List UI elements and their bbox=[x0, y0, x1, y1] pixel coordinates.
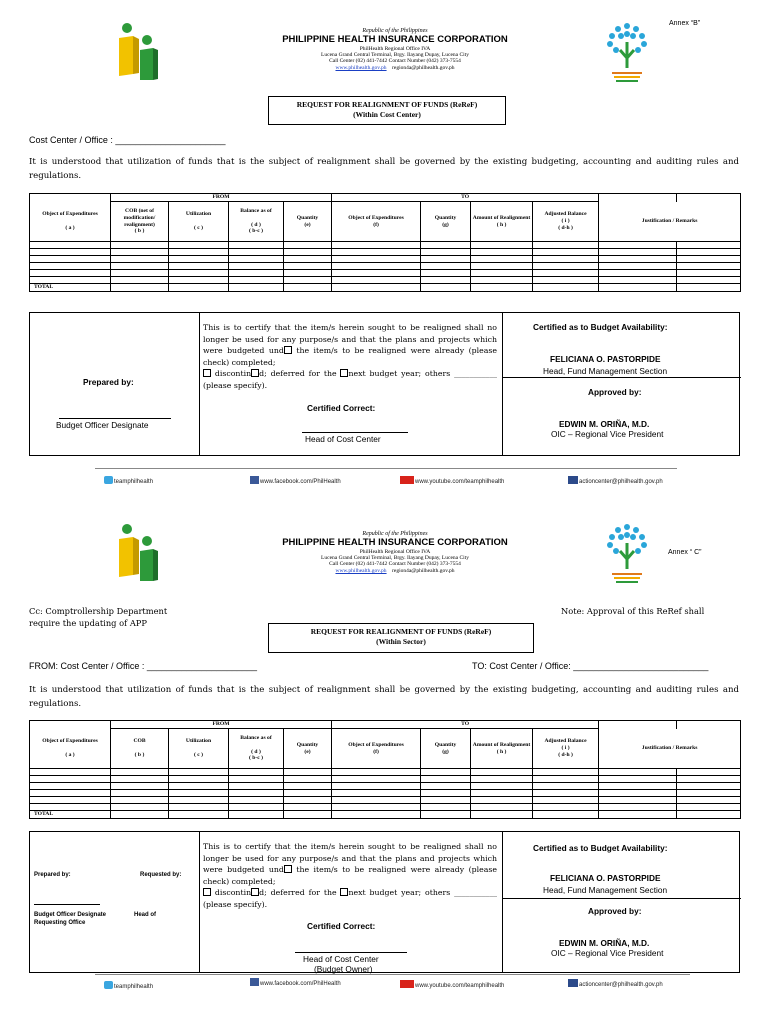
footer-facebook[interactable]: www.facebook.com/PhilHealth bbox=[250, 978, 341, 987]
approval-note: Note: Approval of this ReRef shall bbox=[561, 606, 705, 616]
budget-officer-designate: Budget Officer Designate bbox=[56, 420, 149, 430]
col-justification: Justification / Remarks bbox=[599, 202, 741, 242]
approved-by-label: Approved by: bbox=[588, 906, 642, 916]
budget-officer-designate: Budget Officer Designate bbox=[34, 912, 107, 918]
certified-correct-label: Certified Correct: bbox=[307, 403, 376, 413]
officer1-title: Head, Fund Management Section bbox=[543, 366, 668, 376]
cc-line-2: require the updating of APP bbox=[29, 618, 147, 628]
letterhead bbox=[230, 28, 560, 71]
col-quantity-to: Quantity (g) bbox=[421, 729, 471, 769]
col-cob: COB ( b ) bbox=[111, 729, 169, 769]
form-subtitle: (Within Cost Center) bbox=[353, 110, 421, 120]
republic-line: Republic of the Philippines bbox=[362, 28, 428, 34]
corporation-name: PHILIPPINE HEALTH INSURANCE CORPORATION bbox=[282, 536, 508, 548]
table-cell bbox=[30, 263, 111, 270]
from-blank bbox=[30, 194, 111, 202]
head-of-label: Head of bbox=[134, 912, 157, 918]
checkbox-icon[interactable] bbox=[251, 888, 259, 896]
table-cell bbox=[30, 790, 111, 797]
from-cost-center-field[interactable]: FROM: Cost Center / Office : ______________________ bbox=[29, 661, 257, 671]
table-cell bbox=[30, 776, 111, 783]
col-utilization: Utilization ( c ) bbox=[169, 729, 229, 769]
col-justification: Justification / Remarks bbox=[599, 729, 741, 769]
phone-line: Call Center (02) 441-7442 Contact Number (042) 373-7554 bbox=[329, 561, 461, 568]
table-cell bbox=[30, 797, 111, 804]
to-header: TO bbox=[332, 721, 599, 729]
col-quantity: Quantity (e) bbox=[284, 202, 332, 242]
footer-email[interactable]: actioncenter@philhealth.gov.ph bbox=[568, 979, 663, 988]
adj-blank bbox=[599, 721, 677, 729]
col-quantity-to: Quantity (g) bbox=[421, 202, 471, 242]
health-tree-logo-icon bbox=[602, 521, 652, 591]
officer2-title: OIC – Regional Vice President bbox=[551, 948, 664, 958]
annex-label: Annex “B” bbox=[669, 20, 701, 27]
twitter-icon bbox=[104, 476, 113, 484]
table-cell bbox=[30, 256, 111, 263]
total-label: TOTAL bbox=[30, 284, 111, 292]
youtube-icon bbox=[400, 476, 414, 484]
table-cell bbox=[30, 242, 111, 249]
prepared-by-label: Prepared by: bbox=[34, 872, 71, 878]
email-line: region4a@philhealth.gov.ph bbox=[392, 64, 455, 71]
philhealth-logo-icon bbox=[113, 523, 163, 581]
table-cell bbox=[30, 783, 111, 790]
statement-text: It is understood that utilization of funds that is the subject of realignment shall be governed by the existing budgeting, accounting and auditing rules and regulations. bbox=[29, 157, 739, 181]
col-amount: Amount of Realignment ( h ) bbox=[471, 729, 533, 769]
health-tree-logo-icon bbox=[602, 20, 652, 90]
certified-correct-label: Certified Correct: bbox=[307, 921, 376, 931]
realignment-table bbox=[29, 720, 741, 819]
certification-text: This is to certify that the item/s herein sought to be realigned shall no longer be used for any purpose/s and that the plans and projects which were budgeted und the item/s to be realigned were already (please check) completed; discontin d; deferred for the next budget year; others ___________ (please specify). bbox=[203, 323, 498, 390]
cost-center-field[interactable]: Cost Center / Office : ______________________ bbox=[29, 135, 226, 145]
address-line: Lucena Grand Central Terminal, Brgy. Ilayang Dupay, Lucena City bbox=[321, 52, 469, 59]
budget-owner: (Budget Owner) bbox=[314, 964, 373, 974]
realignment-table bbox=[29, 193, 741, 292]
facebook-icon bbox=[250, 978, 259, 986]
col-adjusted: Adjusted Balance ( i ) ( d-h ) bbox=[533, 729, 599, 769]
col-object-to: Object of Expenditures (f) bbox=[332, 729, 421, 769]
officer2-title: OIC – Regional Vice President bbox=[551, 429, 664, 439]
head-of-cost-center: Head of Cost Center bbox=[305, 434, 381, 444]
officer1-name: FELICIANA O. PASTORPIDE bbox=[550, 873, 661, 883]
requesting-office-label: Requesting Office bbox=[34, 920, 86, 926]
footer-twitter[interactable]: teamphilhealth bbox=[104, 476, 153, 485]
col-balance: Balance as of ( d ) ( b-c ) bbox=[229, 729, 284, 769]
office-line: PhilHealth Regional Office IVA bbox=[359, 548, 431, 555]
total-label: TOTAL bbox=[30, 811, 111, 819]
officer2-name: EDWIN M. ORIÑA, M.D. bbox=[559, 419, 650, 429]
to-header: TO bbox=[332, 194, 599, 202]
form-subtitle: (Within Sector) bbox=[376, 637, 426, 647]
checkbox-icon[interactable] bbox=[251, 369, 259, 377]
address-line: Lucena Grand Central Terminal, Brgy. Ilayang Dupay, Lucena City bbox=[321, 555, 469, 562]
website-link[interactable]: www.philhealth.gov.ph bbox=[335, 64, 387, 71]
col-utilization: Utilization ( c ) bbox=[169, 202, 229, 242]
col-adjusted: Adjusted Balance ( i ) ( d-h ) bbox=[533, 202, 599, 242]
statement-text: It is understood that utilization of funds that is the subject of realignment shall be governed by the existing budgeting, accounting and auditing rules and regulations. bbox=[29, 685, 739, 709]
facebook-icon bbox=[250, 476, 259, 484]
phone-line: Call Center (02) 441-7442 Contact Number (042) 373-7554 bbox=[329, 58, 461, 65]
from-header: FROM bbox=[111, 194, 332, 202]
officer1-title: Head, Fund Management Section bbox=[543, 885, 668, 895]
office-line: PhilHealth Regional Office IVA bbox=[359, 45, 431, 52]
website-link[interactable]: www.philhealth.gov.ph bbox=[335, 567, 387, 574]
table-cell bbox=[30, 769, 111, 776]
col-amount: Amount of Realignment ( h ) bbox=[471, 202, 533, 242]
philhealth-logo-icon bbox=[113, 22, 163, 80]
footer-twitter[interactable]: teamphilhealth bbox=[104, 981, 153, 990]
republic-line: Republic of the Philippines bbox=[362, 531, 428, 537]
monitor-icon bbox=[568, 476, 578, 484]
twitter-icon bbox=[104, 981, 113, 989]
officer2-name: EDWIN M. ORIÑA, M.D. bbox=[559, 938, 650, 948]
approved-by-label: Approved by: bbox=[588, 387, 642, 397]
head-of-cost-center: Head of Cost Center bbox=[303, 954, 379, 964]
form-title: REQUEST FOR REALIGNMENT OF FUNDS (ReReF) bbox=[310, 627, 492, 636]
prepared-by-label: Prepared by: bbox=[83, 377, 134, 387]
from-blank bbox=[30, 721, 111, 729]
table-cell bbox=[30, 270, 111, 277]
officer1-name: FELICIANA O. PASTORPIDE bbox=[550, 354, 661, 364]
youtube-icon bbox=[400, 980, 414, 988]
requested-by-label: Requested by: bbox=[140, 872, 182, 878]
from-header: FROM bbox=[111, 721, 332, 729]
form-title-box bbox=[268, 623, 534, 653]
corporation-name: PHILIPPINE HEALTH INSURANCE CORPORATION bbox=[282, 33, 508, 45]
budget-availability-label: Certified as to Budget Availability: bbox=[533, 322, 668, 332]
just-blank bbox=[677, 194, 741, 202]
checkbox-icon[interactable] bbox=[284, 865, 292, 873]
certification-text: This is to certify that the item/s herein sought to be realigned shall no longer be used for any purpose/s and that the plans and projects which were budgeted und the item/s to be realigned were already (please check) completed; discontin d; deferred for the next budget year; others ___________ (please specify). bbox=[203, 842, 498, 909]
col-quantity: Quantity (e) bbox=[284, 729, 332, 769]
just-blank bbox=[677, 721, 741, 729]
form-title: REQUEST FOR REALIGNMENT OF FUNDS (ReReF) bbox=[296, 100, 478, 109]
footer-youtube[interactable]: www.youtube.com/teamphilhealth bbox=[400, 476, 504, 485]
table-cell bbox=[30, 249, 111, 256]
monitor-icon bbox=[568, 979, 578, 987]
col-balance: Balance as of ( d ) ( b-c ) bbox=[229, 202, 284, 242]
form-title-box bbox=[268, 96, 506, 125]
annex-label: Annex “ C” bbox=[668, 549, 702, 556]
email-line: region4a@philhealth.gov.ph bbox=[392, 567, 455, 574]
col-object: Object of Expenditures ( a ) bbox=[30, 729, 111, 769]
col-object: Object of Expenditures ( a ) bbox=[30, 202, 111, 242]
checkbox-icon[interactable] bbox=[203, 369, 211, 377]
checkbox-icon[interactable] bbox=[203, 888, 211, 896]
budget-availability-label: Certified as to Budget Availability: bbox=[533, 843, 668, 853]
cc-line: Cc: Comptrollership Department bbox=[29, 606, 168, 616]
footer-youtube[interactable]: www.youtube.com/teamphilhealth bbox=[400, 980, 504, 989]
adj-blank bbox=[599, 194, 677, 202]
footer-facebook[interactable]: www.facebook.com/PhilHealth bbox=[250, 476, 341, 485]
letterhead bbox=[230, 531, 560, 574]
col-object-to: Object of Expenditures (f) bbox=[332, 202, 421, 242]
table-cell bbox=[30, 277, 111, 284]
checkbox-icon[interactable] bbox=[284, 346, 292, 354]
table-cell bbox=[30, 804, 111, 811]
footer-email[interactable]: actioncenter@philhealth.gov.ph bbox=[568, 476, 663, 485]
to-cost-center-field[interactable]: TO: Cost Center / Office: ___________________________ bbox=[472, 661, 709, 671]
col-cob: COB (net of modification/ realignment) ( b ) bbox=[111, 202, 169, 242]
